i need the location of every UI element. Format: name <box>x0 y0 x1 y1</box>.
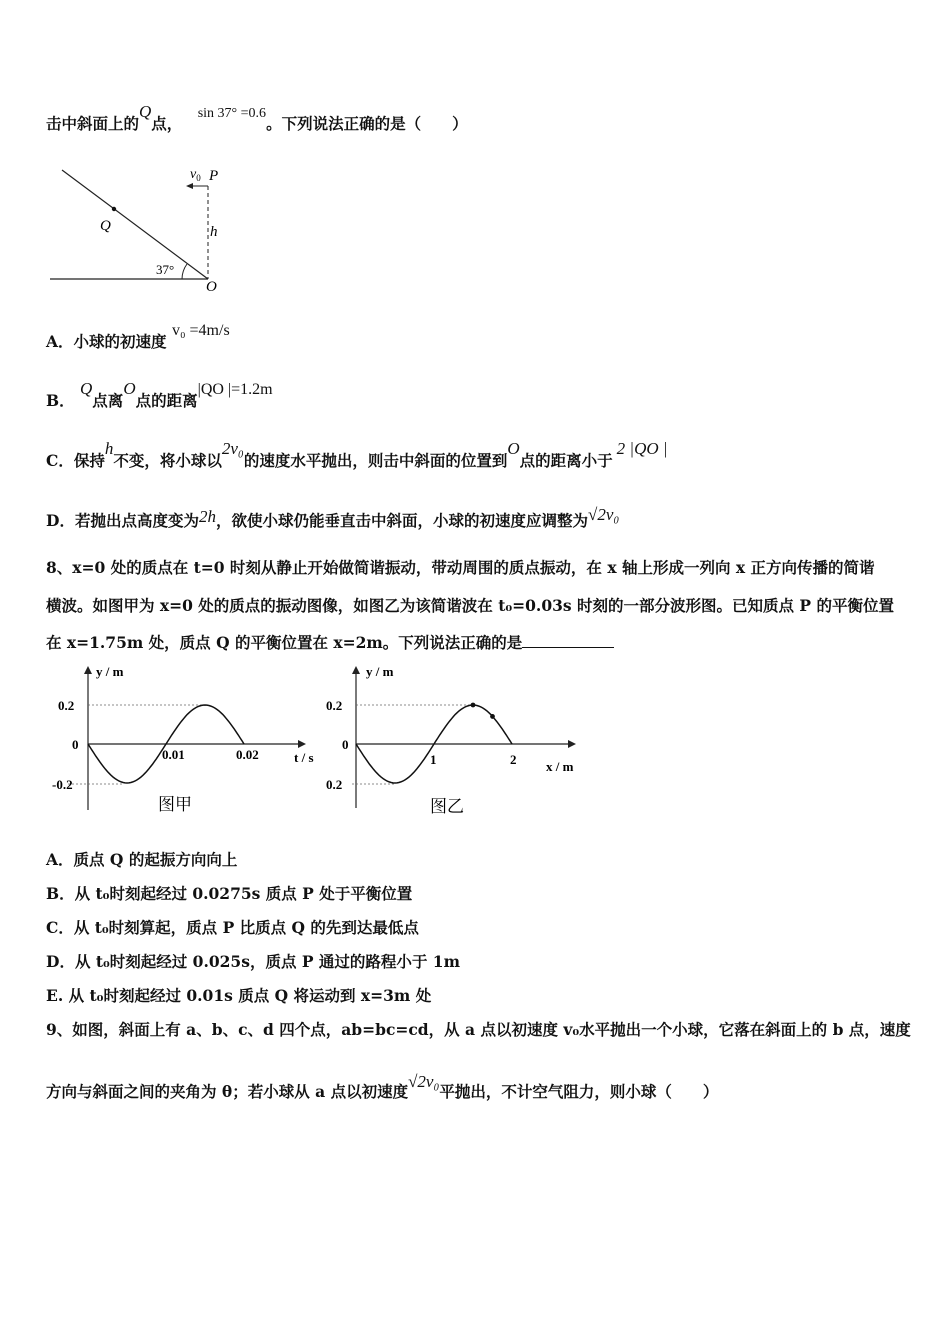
q8-line3 <box>46 631 614 653</box>
option-d-speed: √2v₀ <box>587 505 620 524</box>
answer-blank <box>522 633 614 648</box>
h-label: h <box>210 224 218 240</box>
q8-option-e: E. 从 t₀时刻起经过 0.01s 质点 Q 将运动到 x=3m 处 <box>46 986 432 1005</box>
yi-x-label: x / m <box>546 759 574 774</box>
option-a-formula: v₀ =4m/s <box>171 322 230 339</box>
jia-ytick-bottom: -0.2 <box>52 777 73 792</box>
option-d-text1: 若抛出点高度变为 <box>74 511 199 530</box>
jia-title: 图甲 <box>158 795 192 814</box>
q8-option-a: A．质点 Q 的起振方向向上 <box>46 850 238 869</box>
q8-option-c: C．从 t₀时刻算起，质点 P 比质点 Q 的先到达最低点 <box>46 918 419 937</box>
jia-xtick-2: 0.02 <box>236 747 259 762</box>
v0-label: $v_0$ <box>190 167 201 183</box>
option-b-o: O <box>123 379 136 398</box>
q8-option-b: B．从 t₀时刻起经过 0.0275s 质点 P 处于平衡位置 <box>46 884 413 903</box>
yi-xtick-2: 2 <box>510 752 517 767</box>
jia-xtick-1: 0.01 <box>162 747 185 762</box>
option-c <box>46 439 668 471</box>
option-a-text: 小球的初速度 <box>73 332 167 351</box>
intro-mid: 点， <box>151 114 183 133</box>
jia-y-label: y / m <box>96 664 124 679</box>
option-a-letter: A． <box>46 332 74 351</box>
q9-line2-prefix: 方向与斜面之间的夹角为 θ；若小球从 a 点以初速度 <box>46 1082 409 1101</box>
q8-line2: 横波。如图甲为 x=0 处的质点的振动图像，如图乙为该简谐波在 t₀=0.03s 时刻的一部分波形图。已知质点 P 的平衡位置 <box>46 596 894 615</box>
option-c-text4: 点的距离小于 <box>519 451 613 470</box>
option-d-height: 2h <box>198 507 216 526</box>
q-symbol: Q <box>139 102 152 121</box>
option-c-speed: 2v₀ <box>221 439 244 458</box>
yi-y-label: y / m <box>366 664 394 679</box>
jia-x-label: t / s <box>294 750 314 765</box>
q8-line3-text: 在 x=1.75m 处，质点 Q 的平衡位置在 x=2m。下列说法正确的是 <box>46 633 523 652</box>
option-c-h: h <box>104 439 114 458</box>
yi-ytick-bottom: 0.2 <box>326 777 343 792</box>
intro-line <box>46 102 468 134</box>
chart-yi <box>320 660 600 820</box>
point-q-marker <box>490 714 495 719</box>
q9-line2-suffix: 平抛出，不计空气阻力，则小球（ ） <box>439 1082 719 1101</box>
option-b-text2: 点的距离 <box>135 391 198 410</box>
yi-ytick-top: 0.2 <box>326 698 343 713</box>
q8-option-d: D．从 t₀时刻起经过 0.025s，质点 P 通过的路程小于 1m <box>46 952 460 971</box>
option-c-text2: 不变，将小球以 <box>113 451 222 470</box>
jia-ytick-top: 0.2 <box>58 698 75 713</box>
v0-arrow-head <box>186 183 193 189</box>
q-point <box>112 207 116 211</box>
yi-x-arrow <box>568 740 576 748</box>
option-c-text3: 的速度水平抛出，则击中斜面的位置到 <box>243 451 508 470</box>
option-b <box>46 379 273 411</box>
jia-ytick-zero: 0 <box>72 737 79 752</box>
option-c-text1: 保持 <box>73 451 105 470</box>
o-label: O <box>206 279 217 295</box>
chart-jia <box>40 660 343 820</box>
q9-line1: 9、如图，斜面上有 a、b、c、d 四个点，ab=bc=cd，从 a 点以初速度 v₀水平抛出一个小球，它落在斜面上的 b 点，速度 <box>46 1020 911 1039</box>
option-a <box>46 322 230 352</box>
option-b-formula: |QO |=1.2m <box>197 381 273 398</box>
yi-y-arrow <box>352 666 360 674</box>
point-p-marker <box>471 703 476 708</box>
option-c-o: O <box>507 439 520 458</box>
incline-line <box>62 170 208 279</box>
option-d <box>46 505 620 531</box>
option-b-letter: B． <box>46 391 75 410</box>
yi-title: 图乙 <box>430 797 464 816</box>
p-label: P <box>209 168 219 184</box>
option-b-q: Q <box>80 379 93 398</box>
q9-line2 <box>46 1072 719 1102</box>
q8-line1: 8、x=0 处的质点在 t=0 时刻从静止开始做简谐振动，带动周围的质点振动，在 x 轴上形成一列向 x 正方向传播的简谐 <box>46 558 875 577</box>
incline-figure <box>46 160 246 300</box>
angle-label: 37° <box>156 262 175 277</box>
option-b-text1: 点离 <box>92 391 124 410</box>
jia-x-arrow <box>298 740 306 748</box>
q-label: Q <box>100 218 111 234</box>
sin-formula: sin 37° =0.6 <box>197 106 267 121</box>
option-c-dist: 2 |QO | <box>616 439 668 458</box>
yi-ytick-zero: 0 <box>342 737 349 752</box>
jia-y-arrow <box>84 666 92 674</box>
intro-suffix: 。下列说法正确的是（ ） <box>266 114 468 133</box>
option-d-text2: ，欲使小球仍能垂直击中斜面，小球的初速度应调整为 <box>215 511 588 530</box>
option-c-letter: C． <box>46 451 74 470</box>
q9-speed: √2v₀ <box>408 1072 440 1091</box>
option-d-letter: D． <box>46 511 75 530</box>
yi-xtick-1: 1 <box>430 752 437 767</box>
angle-arc <box>182 264 187 279</box>
intro-prefix: 击中斜面上的 <box>46 114 140 133</box>
